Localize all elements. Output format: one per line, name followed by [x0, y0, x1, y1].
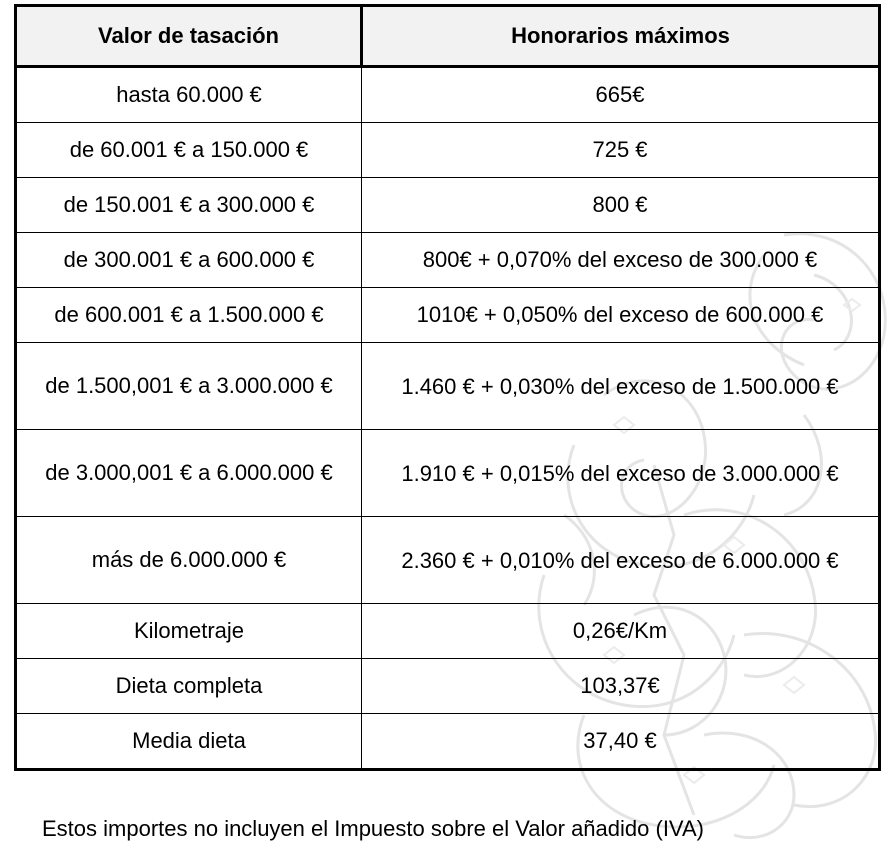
- honorarios-cell: 800€ + 0,070% del exceso de 300.000 €: [362, 233, 880, 288]
- honorarios-cell: 0,26€/Km: [362, 604, 880, 659]
- honorarios-cell: 37,40 €: [362, 714, 880, 770]
- valor-cell: hasta 60.000 €: [16, 67, 362, 123]
- valor-cell: de 3.000,001 € a 6.000.000 €: [16, 430, 362, 517]
- table-row: [16, 233, 880, 288]
- table-header-row: [16, 6, 880, 67]
- honorarios-cell: 2.360 € + 0,010% del exceso de 6.000.000 €: [362, 517, 880, 604]
- table-row: [16, 517, 880, 604]
- honorarios-cell: 103,37€: [362, 659, 880, 714]
- honorarios-cell: 1010€ + 0,050% del exceso de 600.000 €: [362, 288, 880, 343]
- valor-cell: Dieta completa: [16, 659, 362, 714]
- honorarios-cell: 665€: [362, 67, 880, 123]
- header-valor-tasacion: Valor de tasación: [16, 6, 362, 67]
- table-row: [16, 659, 880, 714]
- table-row: [16, 123, 880, 178]
- table-row: [16, 67, 880, 123]
- honorarios-cell: 1.910 € + 0,015% del exceso de 3.000.000 €: [362, 430, 880, 517]
- table-row: [16, 604, 880, 659]
- valor-cell: de 600.001 € a 1.500.000 €: [16, 288, 362, 343]
- valor-cell: de 150.001 € a 300.000 €: [16, 178, 362, 233]
- honorarios-cell: 1.460 € + 0,030% del exceso de 1.500.000 €: [362, 343, 880, 430]
- table-row: [16, 343, 880, 430]
- table-row: [16, 288, 880, 343]
- valor-cell: de 60.001 € a 150.000 €: [16, 123, 362, 178]
- fees-table: [14, 4, 881, 771]
- table-row: [16, 178, 880, 233]
- header-honorarios-maximos: Honorarios máximos: [362, 6, 880, 67]
- honorarios-cell: 800 €: [362, 178, 880, 233]
- valor-cell: de 1.500,001 € a 3.000.000 €: [16, 343, 362, 430]
- iva-footnote: Estos importes no incluyen el Impuesto sobre el Valor añadido (IVA): [42, 816, 704, 841]
- valor-cell: más de 6.000.000 €: [16, 517, 362, 604]
- table-row: [16, 430, 880, 517]
- valor-cell: de 300.001 € a 600.000 €: [16, 233, 362, 288]
- valor-cell: Kilometraje: [16, 604, 362, 659]
- honorarios-cell: 725 €: [362, 123, 880, 178]
- valor-cell: Media dieta: [16, 714, 362, 770]
- table-row: [16, 714, 880, 770]
